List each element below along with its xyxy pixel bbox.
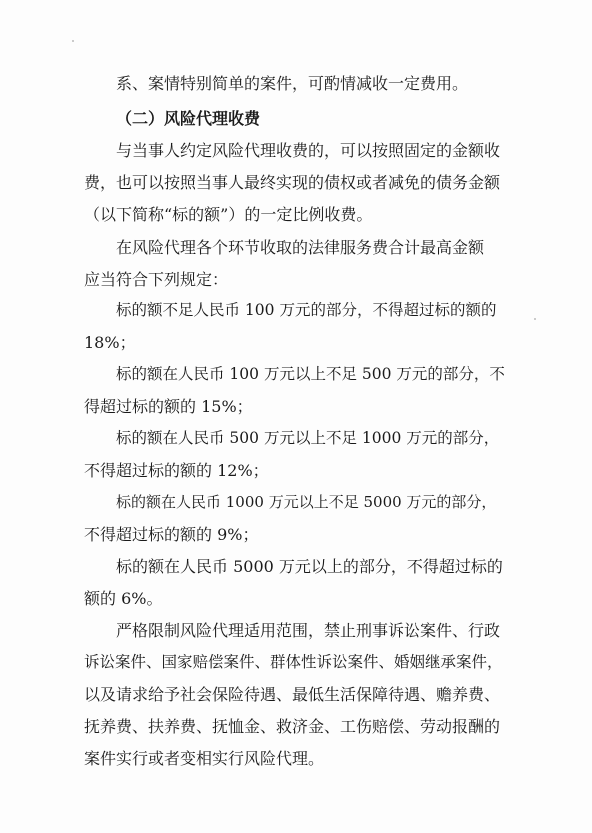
text-line: 标的额在人民币 1000 万元以上不足 5000 万元的部分， xyxy=(116,493,497,511)
text-line: 不得超过标的额的 12%； xyxy=(84,461,269,480)
text-line: 18%； xyxy=(84,333,136,352)
text-line: 与当事人约定风险代理收费的，可以按照固定的金额收 xyxy=(116,141,501,160)
text-line: 标的额在人民币 500 万元以上不足 1000 万元的部分， xyxy=(116,429,500,447)
text-line: 应当符合下列规定： xyxy=(84,270,229,289)
text-line: 不得超过标的额的 9%； xyxy=(84,525,259,544)
text-line: 标的额在人民币 5000 万元以上的部分，不得超过标的 xyxy=(116,557,503,576)
text-line: 在风险代理各个环节收取的法律服务费合计最高金额 xyxy=(116,238,485,257)
text-line: 得超过标的额的 15%； xyxy=(84,397,253,416)
section-heading: （二）风险代理收费 xyxy=(116,109,261,128)
scan-speck xyxy=(534,318,536,320)
text-line: （以下简称“标的额”）的一定比例收费。 xyxy=(84,205,373,224)
text-line: 诉讼案件、国家赔偿案件、群体性诉讼案件、婚姻继承案件， xyxy=(84,653,503,671)
text-line: 案件实行或者变相实行风险代理。 xyxy=(84,749,325,768)
text-line: 标的额在人民币 100 万元以上不足 500 万元的部分，不 xyxy=(116,365,505,383)
text-line: 系、案情特别简单的案件，可酌情减收一定费用。 xyxy=(116,74,469,93)
text-line: 费，也可以按照当事人最终实现的债权或者减免的债务金额 xyxy=(84,173,501,192)
text-line: 标的额不足人民币 100 万元的部分，不得超过标的额的 xyxy=(116,301,497,319)
text-line: 严格限制风险代理适用范围，禁止刑事诉讼案件、行政 xyxy=(116,621,501,640)
text-line: 额的 6%。 xyxy=(84,589,163,608)
text-line: 抚养费、扶养费、抚恤金、救济金、工伤赔偿、劳动报酬的 xyxy=(84,717,501,736)
scan-speck xyxy=(72,40,74,42)
text-line: 以及请求给予社会保险待遇、最低生活保障待遇、赡养费、 xyxy=(84,685,501,704)
